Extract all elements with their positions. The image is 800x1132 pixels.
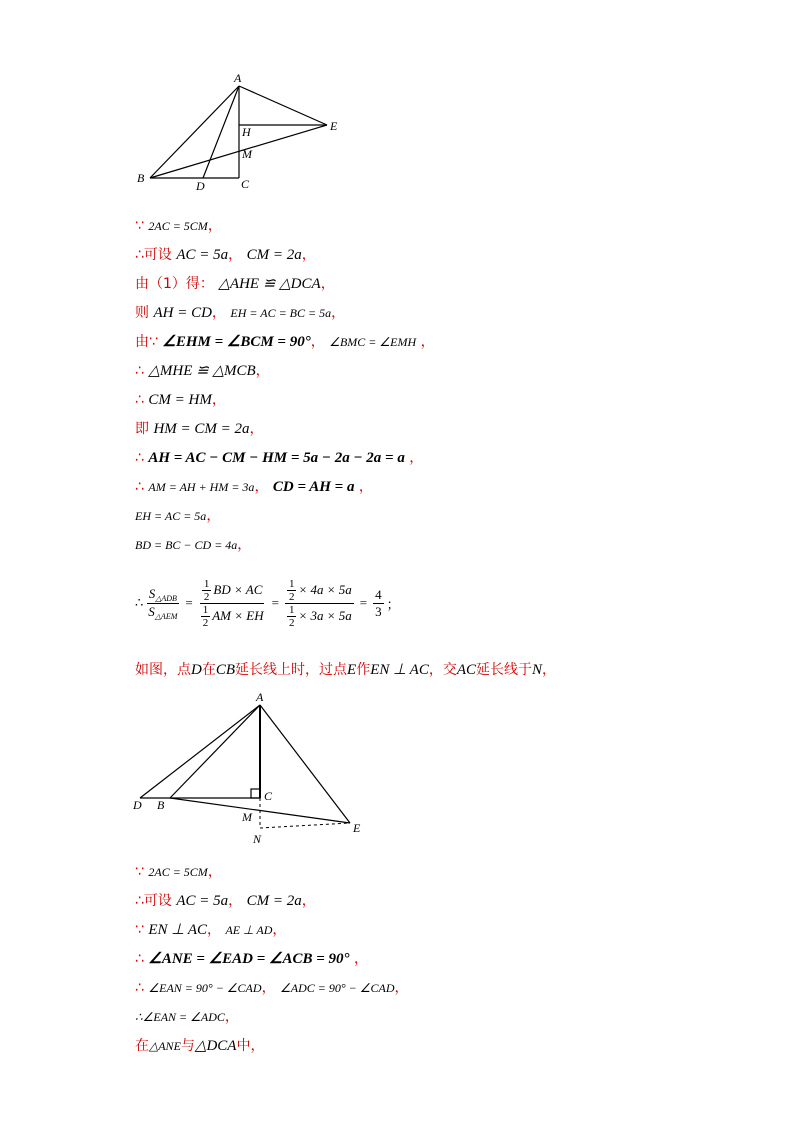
line-in-triangles: 在△ANE与△DCA中， [135,1038,265,1054]
label-C: C [264,789,273,803]
line-hm-value: 即 HM = CM = 2a， [135,421,264,437]
label-C: C [241,177,250,191]
segment-NE-dashed [260,823,350,828]
line-then: 则 AH = CD， EH = AC = BC = 5a， [135,305,346,321]
label-M: M [242,147,252,161]
ratio-middle: $\frac{1}{2}$ BD × AC $\frac{1}{2}$ AM × EH [199,578,266,629]
label-A: A [234,71,242,85]
line-bd: BD = BC − CD = 4a， [135,537,252,553]
line-assume-2: ∴可设 AC = 5a， CM = 2a， [135,893,316,909]
line-angles: 由∵ ∠EHM = ∠BCM = 90°， ∠BMC = ∠EMH ， [135,334,435,350]
line-right-angles: ∴ ∠ANE = ∠EAD = ∠ACB = 90° ， [135,951,369,967]
label-E: E [330,119,338,133]
geometry-figure-2 [130,688,370,848]
segment-AB [170,705,260,798]
line-case-2-intro: 如图，点D在CB延长线上时，过点E作EN ⊥ AC，交AC延长线于N， [135,662,557,678]
label-N: N [253,832,262,846]
area-ratio-equation: ∴ $\frac{S_{\triangle ADB}}{S_{\triangle AEM}}$ = $\frac{1}{2}$ BD × AC $\frac{1}{2}$ AM × EH = $\frac{1}{2}$ × 4a × 5a $\frac{1}{2}$ × 3a × 5a = $\frac{4}{3}$ ； [135,577,400,629]
segment-AD [203,86,239,178]
segment-AD [140,705,260,798]
line-given-2: ∵ 2AC = 5CM， [135,864,222,880]
label-D: D [133,798,142,812]
right-angle-mark [251,789,260,798]
segment-AE [239,86,327,125]
ratio-result: $\frac{4}{3}$ [375,586,382,619]
label-B: B [137,171,145,185]
label-H: H [242,125,251,139]
line-congruence-1: 由（1）得： △AHE ≌ △DCA， [135,276,335,292]
segment-AE [260,705,350,823]
line-am-cd: ∴ AM = AH + HM = 3a， CD = AH = a ， [135,479,373,495]
line-ah-value: ∴ AH = AC − CM − HM = 5a − 2a − 2a = a ， [135,450,424,466]
ratio-lhs: $\frac{S_{\triangle ADB}}{S_{\triangle AEM}}$ [148,585,178,621]
geometry-figure-1 [130,70,360,195]
line-complement-angles: ∴ ∠EAN = 90° − ∠CAD， ∠ADC = 90° − ∠CAD， [135,980,409,996]
line-eh: EH = AC = 5a， [135,508,221,524]
label-E: E [353,821,361,835]
line-assume-1: ∴可设 AC = 5a， CM = 2a， [135,247,316,263]
label-M: M [242,810,252,824]
line-congruence-2: ∴ △MHE ≌ △MCB， [135,363,270,379]
line-cm-hm: ∴ CM = HM， [135,392,226,408]
label-A: A [256,690,264,704]
label-B: B [157,798,165,812]
line-given-1: ∵ 2AC = 5CM， [135,218,222,234]
label-D: D [196,179,205,193]
ratio-rhs: $\frac{1}{2}$ × 4a × 5a $\frac{1}{2}$ × 3a × 5a [285,578,354,629]
line-equal-angles: ∴∠EAN = ∠ADC， [135,1009,239,1025]
line-perpendicular: ∵ EN ⊥ AC， AE ⊥ AD， [135,922,287,938]
